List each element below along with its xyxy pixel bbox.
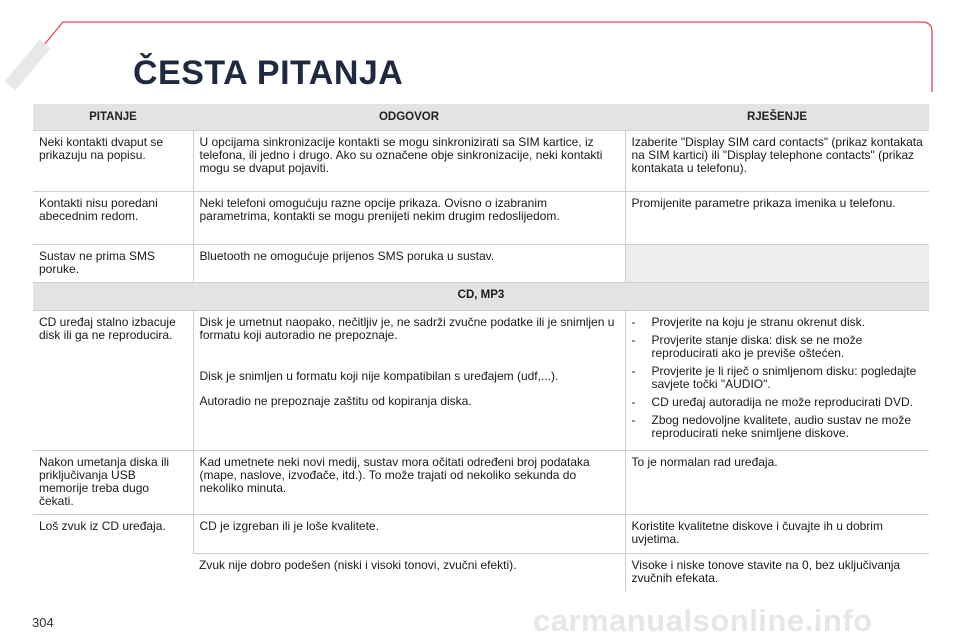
question-cell: Kontakti nisu poredani abecednim redom.	[33, 192, 193, 245]
solution-list	[632, 316, 924, 440]
question-cell: Nakon umetanja diska ili priključivanja USB memorije treba dugo čekati.	[33, 451, 193, 515]
column-header-solution: RJEŠENJE	[625, 104, 929, 131]
list-item-text: CD uređaj autoradija ne može reproducirati DVD.	[651, 395, 913, 409]
column-header-question: PITANJE	[33, 104, 193, 131]
answer-cell: U opcijama sinkronizacije kontakti se mogu sinkronizirati sa SIM kartice, iz telefona, ili jedno i drugo. Ako su označene obje sinkronizacije, neki kontakti mogu se dvaput pojaviti.	[193, 131, 625, 192]
solution-cell: Izaberite "Display SIM card contacts" (prikaz kontakata na SIM kartici) ili "Display telephone contacts" (prikaz kontakata u telefonu).	[625, 131, 929, 192]
question-cell: CD uređaj stalno izbacuje disk ili ga ne reproducira.	[33, 311, 193, 451]
list-item-text: Provjerite je li riječ o snimljenom disku: pogledajte savjete točki "AUDIO".	[651, 364, 917, 391]
bullet-dash: -	[631, 333, 636, 347]
list-item-text: Provjerite stanje diska: disk se ne može reproducirati ako je previše oštećen.	[651, 333, 863, 360]
solution-cell: To je normalan rad uređaja.	[625, 451, 929, 515]
bullet-dash: -	[631, 364, 636, 378]
bullet-dash: -	[631, 413, 636, 427]
table-row	[33, 131, 929, 192]
page-header	[0, 0, 960, 110]
list-item	[632, 414, 924, 440]
list-item-text: Provjerite na koju je stranu okrenut disk.	[651, 315, 865, 329]
answer-cell: Kad umetnete neki novi medij, sustav mora očitati određeni broj podataka (mape, naslove, izvođače, itd.). To može trajati od nekoliko sekunda do nekoliko minuta.	[193, 451, 625, 515]
question-cell: Loš zvuk iz CD uređaja.	[33, 515, 193, 593]
watermark-text: carmanualsonline.info	[533, 603, 873, 638]
list-item	[632, 316, 924, 329]
table-row	[33, 192, 929, 245]
answer-cell: Neki telefoni omogućuju razne opcije prikaza. Ovisno o izabranim parametrima, kontakti se mogu prenijeti nekim drugim redoslijedom.	[193, 192, 625, 245]
solution-cell: Visoke i niske tonove stavite na 0, bez uključivanja zvučnih efekata.	[625, 554, 929, 593]
question-cell: Sustav ne prima SMS poruke.	[33, 245, 193, 283]
answer-paragraph: Disk je umetnut naopako, nečitljiv je, ne sadrži zvučne podatke ili je snimljen u formatu koji autoradio ne prepoznaje.	[199, 315, 615, 342]
section-header-row	[33, 283, 929, 311]
solution-cell: Koristite kvalitetne diskove i čuvajte ih u dobrim uvjetima.	[625, 515, 929, 554]
solution-cell: Promijenite parametre prikaza imenika u telefonu.	[625, 192, 929, 245]
answer-paragraph: Autoradio ne prepoznaje zaštitu od kopiranja diska.	[199, 394, 472, 408]
answer-paragraph: Disk je snimljen u formatu koji nije kompatibilan s uređajem (udf,...).	[199, 369, 559, 383]
bullet-dash: -	[631, 395, 636, 409]
table-row	[33, 245, 929, 283]
answer-cell: Bluetooth ne omogućuje prijenos SMS poruka u sustav.	[193, 245, 625, 283]
list-item	[632, 365, 924, 391]
answer-cell: CD je izgreban ili je loše kvalitete.	[193, 515, 625, 554]
answer-cell	[193, 311, 625, 451]
list-item	[632, 334, 924, 360]
section-label: CD, MP3	[33, 283, 929, 311]
table-row	[33, 451, 929, 515]
bullet-dash: -	[631, 315, 636, 329]
faq-table	[33, 104, 929, 592]
question-cell: Neki kontakti dvaput se prikazuju na popisu.	[33, 131, 193, 192]
table-row	[33, 515, 929, 554]
column-header-answer: ODGOVOR	[193, 104, 625, 131]
page-number: 304	[32, 615, 54, 630]
table-header-row	[33, 104, 929, 131]
answer-cell: Zvuk nije dobro podešen (niski i visoki tonovi, zvučni efekti).	[193, 554, 625, 593]
solution-cell	[625, 311, 929, 451]
table-row	[33, 311, 929, 451]
page-title: ČESTA PITANJA	[133, 54, 404, 92]
solution-cell-empty	[625, 245, 929, 283]
list-item-text: Zbog nedovoljne kvalitete, audio sustav ne može reproducirati neke snimljene diskove.	[651, 413, 911, 440]
list-item	[632, 396, 924, 409]
